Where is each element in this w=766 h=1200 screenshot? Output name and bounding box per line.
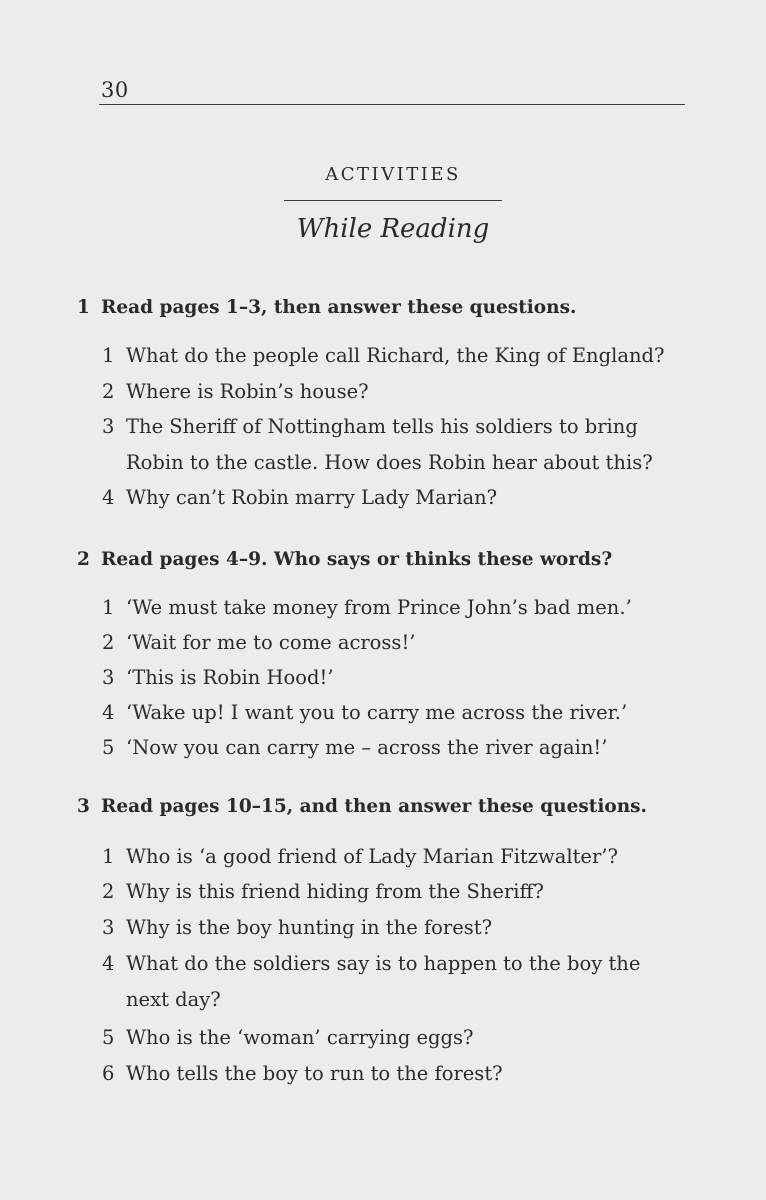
question-number: 5 bbox=[102, 736, 115, 759]
section-instruction-text: Read pages 10–15, and then answer these questions. bbox=[101, 796, 648, 817]
section-instruction-text: Read pages 4–9. Who says or thinks these words? bbox=[101, 549, 613, 570]
question-text: Why is this friend hiding from the Sheriff? bbox=[126, 880, 544, 903]
section-instruction bbox=[77, 796, 647, 817]
section-number: 2 bbox=[77, 549, 90, 570]
question-number: 1 bbox=[102, 344, 115, 367]
page-title: ACTIVITIES bbox=[325, 164, 461, 185]
section-number: 1 bbox=[77, 297, 90, 318]
section-number: 3 bbox=[77, 796, 90, 817]
section-instruction bbox=[77, 549, 612, 570]
question-text: Why is the boy hunting in the forest? bbox=[126, 916, 493, 939]
question-text: next day? bbox=[126, 988, 221, 1011]
header-rule bbox=[99, 104, 685, 105]
title-rule bbox=[284, 200, 502, 201]
question-text: What do the people call Richard, the King of England? bbox=[126, 344, 665, 367]
question-number: 1 bbox=[102, 845, 115, 868]
page-number: 30 bbox=[101, 78, 129, 102]
question-text: Why can’t Robin marry Lady Marian? bbox=[126, 486, 498, 509]
page-subtitle: While Reading bbox=[296, 214, 490, 244]
question-number: 1 bbox=[102, 596, 115, 619]
question-text: ‘Now you can carry me – across the river again!’ bbox=[126, 736, 608, 759]
question-number: 4 bbox=[102, 952, 115, 975]
question-text: Who is the ‘woman’ carrying eggs? bbox=[126, 1026, 474, 1049]
section-instruction bbox=[77, 297, 576, 318]
question-text: ‘Wake up! I want you to carry me across the river.’ bbox=[126, 701, 628, 724]
question-number: 2 bbox=[102, 631, 115, 654]
question-text: Who is ‘a good friend of Lady Marian Fitzwalter’? bbox=[126, 845, 618, 868]
question-number: 4 bbox=[102, 486, 115, 509]
question-number: 5 bbox=[102, 1026, 115, 1049]
question-number: 2 bbox=[102, 880, 115, 903]
question-text: ‘This is Robin Hood!’ bbox=[126, 666, 334, 689]
section-instruction-text: Read pages 1–3, then answer these questions. bbox=[101, 297, 577, 318]
question-text: ‘Wait for me to come across!’ bbox=[126, 631, 416, 654]
question-number: 2 bbox=[102, 380, 115, 403]
question-number: 4 bbox=[102, 701, 115, 724]
question-text: Who tells the boy to run to the forest? bbox=[126, 1062, 503, 1085]
question-number: 6 bbox=[102, 1062, 115, 1085]
question-number: 3 bbox=[102, 415, 115, 438]
question-number: 3 bbox=[102, 916, 115, 939]
question-text: Robin to the castle. How does Robin hear about this? bbox=[126, 451, 653, 474]
question-text: ‘We must take money from Prince John’s bad men.’ bbox=[126, 596, 632, 619]
question-text: The Sheriff of Nottingham tells his soldiers to bring bbox=[126, 415, 638, 438]
question-number: 3 bbox=[102, 666, 115, 689]
question-text: Where is Robin’s house? bbox=[126, 380, 369, 403]
question-text: What do the soldiers say is to happen to the boy the bbox=[126, 952, 641, 975]
